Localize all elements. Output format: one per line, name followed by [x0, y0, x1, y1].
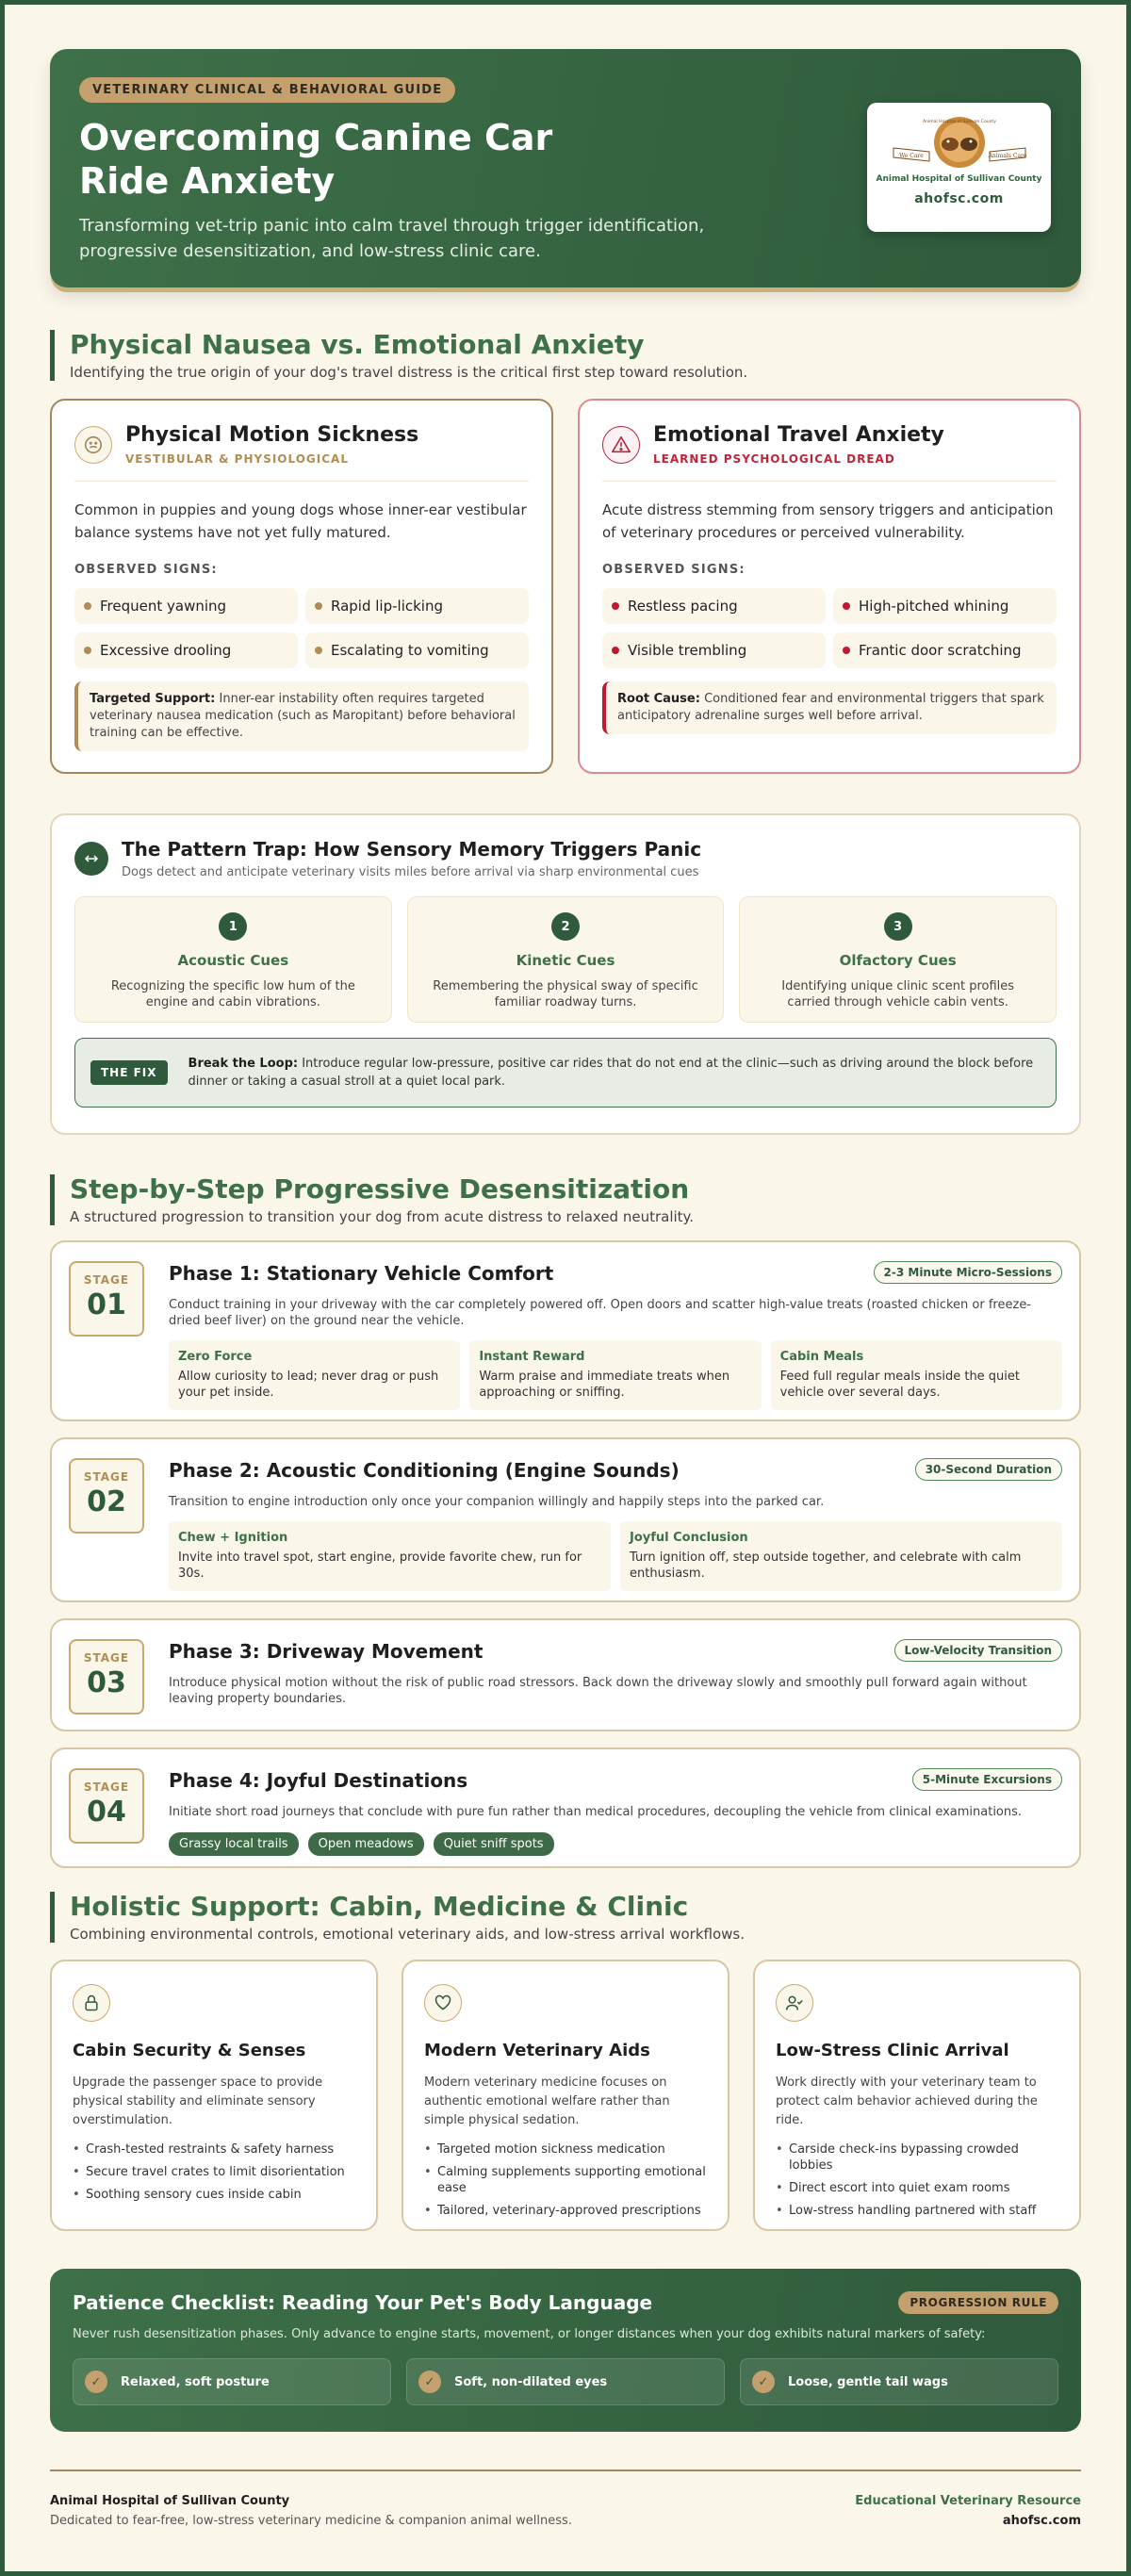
stage-number: 01 — [87, 1288, 126, 1321]
stage-label: STAGE — [83, 1780, 130, 1794]
tip-text: Warm praise and immediate treats when approaching or sniffing. — [479, 1370, 730, 1400]
sign-label: Frequent yawning — [100, 598, 227, 615]
list-item: • Calming supplements supporting emotional ease — [424, 2164, 707, 2196]
heart-icon — [424, 1984, 462, 2022]
tip-text: Turn ignition off, step outside together, and celebrate with calm enthusiasm. — [630, 1551, 1022, 1581]
section-subtitle: Identifying the true origin of your dog's travel distress is the critical first step toward resolution. — [70, 364, 748, 381]
tip-text: Invite into travel spot, start engine, provide favorite chew, run for 30s. — [178, 1551, 582, 1581]
support-title: Modern Veterinary Aids — [424, 2041, 650, 2060]
support-card-cabin — [50, 1960, 378, 2231]
section-header — [50, 1892, 1081, 1943]
stage-number: 02 — [87, 1485, 126, 1518]
motion-sickness-card — [50, 399, 553, 774]
phase-card-2 — [50, 1437, 1081, 1602]
sign-chip — [602, 588, 826, 624]
note-text: Inner-ear instability often requires targeted veterinary nausea medication (such as Maropitant) before behavioral training can be effective. — [90, 692, 516, 740]
list-item: • Low-stress handling partnered with staff — [776, 2203, 1058, 2219]
desensitization-section — [50, 1174, 1081, 1868]
checklist-item — [406, 2358, 725, 2405]
page-footer — [50, 2469, 1081, 2528]
sign-label: Excessive drooling — [100, 642, 232, 659]
stage-number: 03 — [87, 1666, 126, 1699]
fix-callout — [74, 1038, 1057, 1108]
support-list — [776, 2141, 1058, 2219]
section-subtitle: A structured progression to transition your dog from acute distress to relaxed neutrality. — [70, 1208, 695, 1225]
sign-chip — [74, 632, 298, 668]
card-tag: VESTIBULAR & PHYSIOLOGICAL — [125, 452, 349, 466]
sign-label: High-pitched whining — [859, 598, 1009, 615]
card-header — [602, 423, 1057, 482]
footer-resource-label: Educational Veterinary Resource — [855, 2494, 1081, 2508]
bullet-dot — [84, 602, 91, 610]
targeted-support-note — [74, 681, 529, 751]
note-text: Conditioned fear and environmental triggers that spark anticipatory adrenaline surges well before arrival. — [617, 692, 1044, 723]
phase-title: Phase 1: Stationary Vehicle Comfort — [169, 1262, 554, 1285]
destination-tag: Grassy local trails — [169, 1832, 299, 1856]
stage-number: 04 — [87, 1796, 126, 1829]
cue-card-acoustic — [74, 896, 392, 1023]
support-list — [73, 2141, 355, 2203]
observed-signs-label: OBSERVED SIGNS: — [74, 563, 218, 577]
pattern-subtitle: Dogs detect and anticipate veterinary visits miles before arrival via sharp environmental cues — [122, 865, 699, 879]
stage-label: STAGE — [83, 1273, 130, 1287]
svg-text:Animals Care: Animals Care — [988, 153, 1026, 159]
fix-body: Introduce regular low-pressure, positive car rides that do not end at the clinic—such as driving around the block before dinner or taking a casual stroll at a quiet local park. — [188, 1057, 1034, 1089]
cue-description: Identifying unique clinic scent profiles carried through vehicle cabin vents. — [781, 979, 1015, 1009]
cue-number: 3 — [884, 912, 912, 941]
phase-tips — [169, 1340, 1062, 1410]
cue-cards — [74, 896, 1057, 1023]
checklist-item — [73, 2358, 391, 2405]
sign-chip — [74, 588, 298, 624]
tip-text: Allow curiosity to lead; never drag or push your pet inside. — [178, 1370, 439, 1400]
section-title: Physical Nausea vs. Emotional Anxiety — [70, 329, 645, 360]
tip-card — [169, 1340, 460, 1410]
support-card-clinic — [753, 1960, 1081, 2231]
phase-description: Conduct training in your driveway with the car completely powered off. Open doors and scatter high-value treats (roasted chicken or freeze-dried beef liver) on the ground near the vehicle. — [169, 1298, 1032, 1328]
cue-title: Olfactory Cues — [839, 952, 957, 969]
signs-grid — [602, 588, 1057, 668]
face-icon — [74, 426, 112, 464]
bullet-dot — [315, 647, 322, 654]
page-subtitle: Transforming vet-trip panic into calm travel through trigger identification, progressive desensitization, and low-stress clinic care. — [79, 216, 705, 261]
phase-description: Initiate short road journeys that conclude with pure fun rather than medical procedures, decoupling the vehicle from clinical examinations. — [169, 1805, 1023, 1819]
bullet-dot — [612, 602, 619, 610]
phase-card-4 — [50, 1747, 1081, 1868]
patience-checklist — [50, 2269, 1081, 2432]
note-label: Root Cause: — [617, 692, 700, 706]
note-label: Targeted Support: — [90, 692, 216, 706]
footer-clinic-name: Animal Hospital of Sullivan County — [50, 2494, 290, 2508]
destination-tag: Open meadows — [308, 1832, 424, 1856]
hero-badge: VETERINARY CLINICAL & BEHAVIORAL GUIDE — [79, 77, 455, 103]
stage-badge — [69, 1768, 144, 1844]
tip-title: Cabin Meals — [779, 1350, 864, 1364]
phase-list — [50, 1240, 1081, 1868]
cue-number: 2 — [551, 912, 580, 941]
section-subtitle: Combining environmental controls, emotional veterinary aids, and low-stress arrival workflows. — [70, 1926, 745, 1943]
sign-label: Frantic door scratching — [859, 642, 1022, 659]
tip-title: Joyful Conclusion — [630, 1531, 748, 1545]
sign-chip — [305, 588, 529, 624]
bullet-dot — [315, 602, 322, 610]
bullet-dot — [843, 602, 850, 610]
phase-tips — [169, 1521, 1062, 1591]
fix-text — [188, 1055, 1041, 1091]
destination-tag: Quiet sniff spots — [434, 1832, 554, 1856]
section-title: Holistic Support: Cabin, Medicine & Clinic — [70, 1891, 689, 1922]
arrows-icon — [74, 842, 108, 876]
clinic-logo — [884, 116, 1035, 172]
checkmark-icon: ✓ — [752, 2371, 775, 2393]
phase-description: Introduce physical motion without the risk of public road stressors. Back down the driveway slowly and smoothly pull forward again without leaving property boundaries. — [169, 1676, 1027, 1706]
card-title: Physical Motion Sickness — [125, 423, 419, 447]
nausea-vs-anxiety-section — [50, 330, 1081, 774]
support-cards — [50, 1960, 1081, 2231]
card-tag: LEARNED PSYCHOLOGICAL DREAD — [653, 452, 895, 466]
fix-badge: THE FIX — [90, 1060, 168, 1085]
fix-label: Break the Loop: — [188, 1057, 299, 1071]
bullet-dot — [612, 647, 619, 654]
pattern-title: The Pattern Trap: How Sensory Memory Triggers Panic — [122, 838, 702, 861]
section-header — [50, 1174, 1081, 1225]
bullet-dot — [843, 647, 850, 654]
comparison-cards — [50, 399, 1081, 774]
tip-card — [620, 1521, 1062, 1591]
observed-signs-label: OBSERVED SIGNS: — [602, 563, 746, 577]
user-check-icon — [776, 1984, 813, 2022]
phase-title: Phase 3: Driveway Movement — [169, 1640, 484, 1663]
card-description: Common in puppies and young dogs whose inner-ear vestibular balance systems have not yet fully matured. — [74, 501, 527, 541]
phase-description: Transition to engine introduction only once your companion willingly and happily steps into the parked car. — [169, 1495, 825, 1509]
support-description: Modern veterinary medicine focuses on authentic emotional welfare rather than simple physical sedation. — [424, 2076, 670, 2127]
svg-text:Animal Hospital of Sullivan Co: Animal Hospital of Sullivan County — [922, 120, 996, 124]
sign-chip — [602, 632, 826, 668]
page — [50, 5, 1081, 2528]
tip-card — [771, 1340, 1062, 1410]
list-item: • Crash-tested restraints & safety harness — [73, 2141, 355, 2158]
tip-card — [469, 1340, 761, 1410]
tip-title: Instant Reward — [479, 1350, 585, 1364]
cue-card-kinetic — [407, 896, 725, 1023]
signs-grid — [74, 588, 529, 668]
phase-card-1 — [50, 1240, 1081, 1421]
destination-tags — [169, 1832, 1062, 1856]
logo-clinic-name: Animal Hospital of Sullivan County — [876, 174, 1042, 184]
list-item: • Secure travel crates to limit disorientation — [73, 2164, 355, 2180]
cue-title: Acoustic Cues — [177, 952, 289, 969]
cue-card-olfactory — [739, 896, 1057, 1023]
list-item: • Targeted motion sickness medication — [424, 2141, 707, 2158]
support-description: Upgrade the passenger space to provide physical stability and eliminate sensory overstimulation. — [73, 2076, 323, 2127]
card-header — [74, 423, 529, 482]
pattern-trap-panel — [50, 813, 1081, 1135]
checklist-items — [73, 2358, 1058, 2405]
stage-label: STAGE — [83, 1470, 130, 1484]
checklist-subtitle: Never rush desensitization phases. Only advance to engine starts, movement, or longer distances when your dog exhibits natural markers of safety: — [73, 2327, 986, 2341]
sign-label: Rapid lip-licking — [331, 598, 443, 615]
holistic-support-section — [50, 1892, 1081, 2231]
cue-title: Kinetic Cues — [516, 952, 615, 969]
stage-badge — [69, 1261, 144, 1337]
stage-badge — [69, 1639, 144, 1715]
list-item: • Soothing sensory cues inside cabin — [73, 2187, 355, 2203]
cue-description: Recognizing the specific low hum of the engine and cabin vibrations. — [110, 979, 355, 1009]
sign-label: Restless pacing — [628, 598, 738, 615]
support-description: Work directly with your veterinary team to protect calm behavior achieved during the ride. — [776, 2076, 1038, 2127]
card-title: Emotional Travel Anxiety — [653, 423, 944, 447]
list-item: • Carside check-ins bypassing crowded lobbies — [776, 2141, 1058, 2174]
support-card-medicine — [402, 1960, 729, 2231]
sign-label: Escalating to vomiting — [331, 642, 489, 659]
hero-banner — [50, 49, 1081, 287]
support-list — [424, 2141, 707, 2219]
svg-text:We Care: We Care — [898, 153, 924, 159]
checklist-label: Loose, gentle tail wags — [788, 2374, 948, 2389]
checklist-label: Relaxed, soft posture — [121, 2374, 270, 2389]
progression-rule-badge: PROGRESSION RULE — [898, 2291, 1058, 2314]
sign-chip — [305, 632, 529, 668]
tip-text: Feed full regular meals inside the quiet vehicle over several days. — [779, 1370, 1021, 1400]
tip-title: Chew + Ignition — [178, 1531, 288, 1545]
sign-chip — [833, 588, 1057, 624]
support-title: Cabin Security & Senses — [73, 2041, 306, 2060]
stage-label: STAGE — [83, 1651, 130, 1665]
clinic-logo-card[interactable] — [867, 103, 1051, 232]
cue-number: 1 — [219, 912, 247, 941]
bullet-dot — [84, 647, 91, 654]
list-item: • Tailored, veterinary-approved prescriptions — [424, 2203, 707, 2219]
tip-card — [169, 1521, 611, 1591]
duration-pill: Low-Velocity Transition — [894, 1639, 1063, 1662]
checkmark-icon: ✓ — [85, 2371, 107, 2393]
checklist-title: Patience Checklist: Reading Your Pet's Body Language — [73, 2291, 653, 2314]
duration-pill: 30-Second Duration — [915, 1458, 1062, 1481]
root-cause-note — [602, 681, 1057, 734]
phase-title: Phase 4: Joyful Destinations — [169, 1769, 468, 1792]
phase-title: Phase 2: Acoustic Conditioning (Engine Sounds) — [169, 1459, 680, 1482]
warning-icon — [602, 426, 640, 464]
stage-badge — [69, 1458, 144, 1534]
checklist-label: Soft, non-dilated eyes — [454, 2374, 608, 2389]
sign-chip — [833, 632, 1057, 668]
duration-pill: 5-Minute Excursions — [912, 1768, 1062, 1791]
checkmark-icon: ✓ — [418, 2371, 441, 2393]
footer-url-link[interactable]: ahofsc.com — [1002, 2514, 1081, 2528]
footer-tagline: Dedicated to fear-free, low-stress veterinary medicine & companion animal wellness. — [50, 2514, 572, 2528]
list-item: • Direct escort into quiet exam rooms — [776, 2180, 1058, 2196]
emotional-anxiety-card — [578, 399, 1081, 774]
section-title: Step-by-Step Progressive Desensitization — [70, 1173, 690, 1205]
support-title: Low-Stress Clinic Arrival — [776, 2041, 1009, 2060]
page-title: Overcoming Canine Car Ride Anxiety — [79, 117, 553, 202]
card-description: Acute distress stemming from sensory triggers and anticipation of veterinary procedures or perceived vulnerability. — [602, 501, 1054, 541]
logo-url[interactable]: ahofsc.com — [914, 191, 1004, 206]
pattern-header — [74, 838, 1057, 879]
sign-label: Visible trembling — [628, 642, 747, 659]
section-header — [50, 330, 1081, 381]
checklist-item — [740, 2358, 1058, 2405]
tip-title: Zero Force — [178, 1350, 253, 1364]
duration-pill: 2-3 Minute Micro-Sessions — [874, 1261, 1062, 1284]
cue-description: Remembering the physical sway of specific familiar roadway turns. — [433, 979, 698, 1009]
phase-card-3 — [50, 1618, 1081, 1731]
lock-icon — [73, 1984, 110, 2022]
